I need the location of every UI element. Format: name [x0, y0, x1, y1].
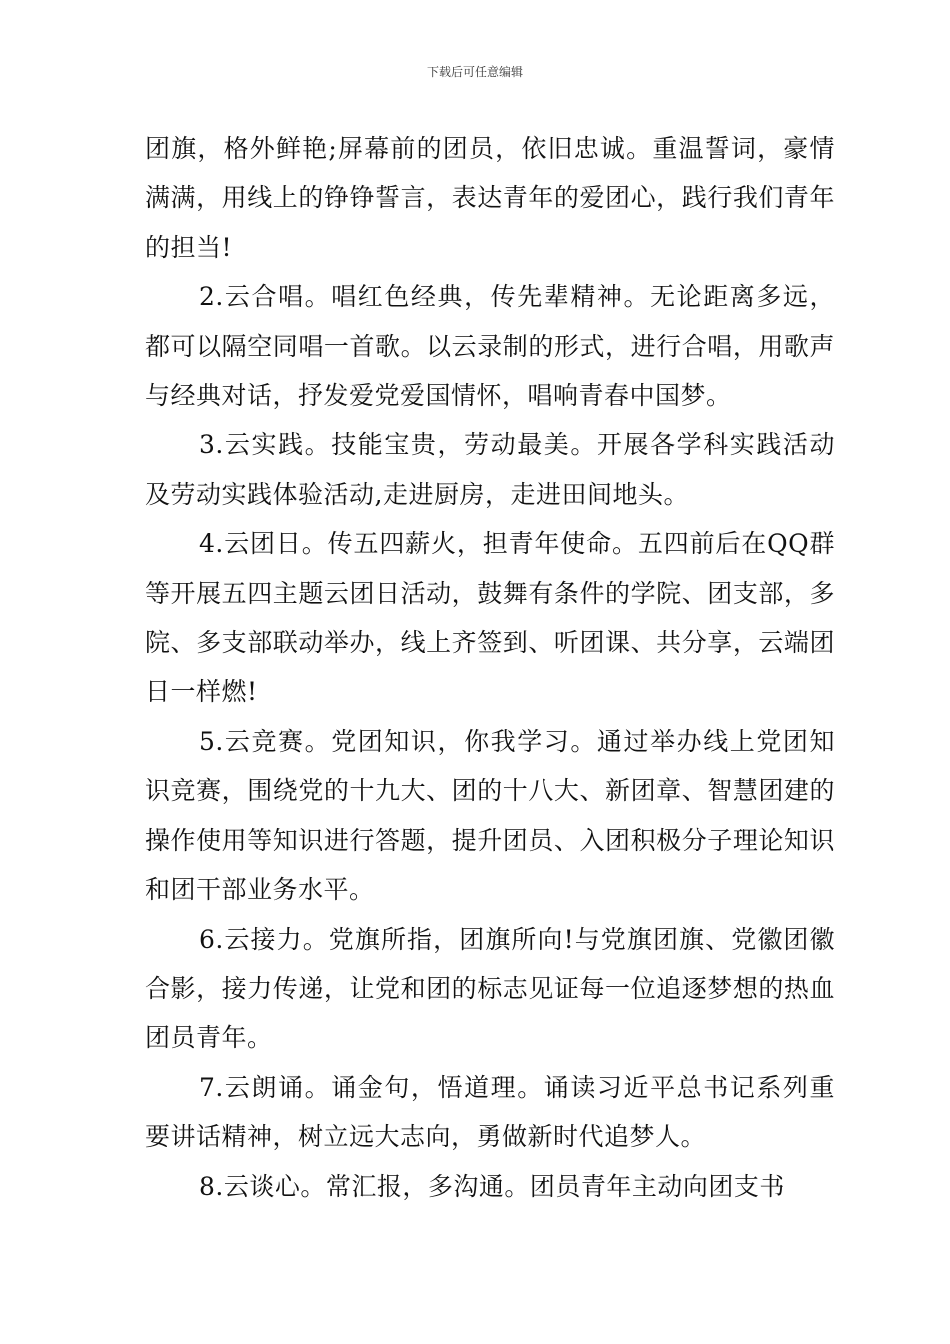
paragraph: 6.云接力。党旗所指，团旗所向!与党旗团旗、党徽团徽合影，接力传递，让党和团的标志见证每一位追逐梦想的热血团员青年。 — [145, 924, 835, 1053]
paragraph: 5.云竞赛。党团知识，你我学习。通过举办线上党团知识竞赛，围绕党的十九大、团的十八大、新团章、智慧团建的操作使用等知识进行答题，提升团员、入团积极分子理论知识和团干部业务水平。 — [145, 726, 835, 905]
paragraph: 4.云团日。传五四薪火，担青年使命。五四前后在QQ群等开展五四主题云团日活动，鼓舞有条件的学院、团支部，多院、多支部联动举办，线上齐签到、听团课、共分享，云端团日一样燃! — [145, 529, 835, 707]
page-header: 下载后可任意编辑 — [426, 65, 523, 79]
paragraph: 2.云合唱。唱红色经典，传先辈精神。无论距离多远，都可以隔空同唱一首歌。以云录制的形式，进行合唱，用歌声与经典对话，抒发爱党爱国情怀，唱响青春中国梦。 — [145, 282, 835, 411]
paragraph: 3.云实践。技能宝贵，劳动最美。开展各学科实践活动及劳动实践体验活动,走进厨房，走进田间地头。 — [145, 430, 835, 509]
paragraph: 7.云朗诵。诵金句，悟道理。诵读习近平总书记系列重要讲话精神，树立远大志向，勇做新时代追梦人。 — [145, 1072, 835, 1152]
paragraph: 团旗，格外鲜艳;屏幕前的团员，依旧忠诚。重温誓词，豪情满满，用线上的铮铮誓言，表达青年的爱团心，践行我们青年的担当! — [145, 134, 835, 262]
paragraph: 8.云谈心。常汇报，多沟通。团员青年主动向团支书 — [199, 1171, 785, 1201]
document-body — [145, 124, 835, 1211]
